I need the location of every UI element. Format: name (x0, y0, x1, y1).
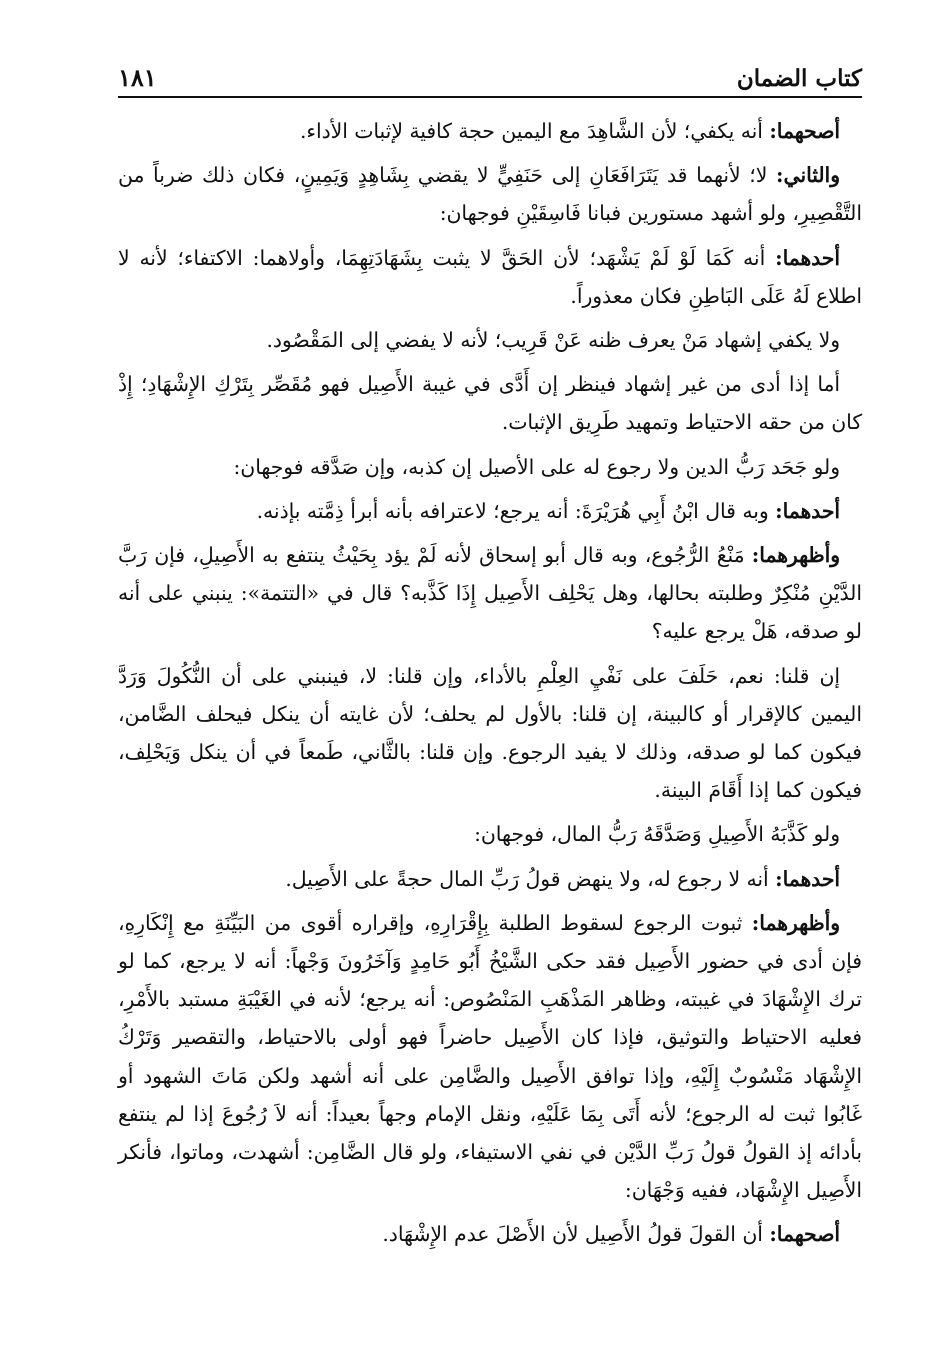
paragraph (118, 321, 862, 359)
paragraph-text: أن القولَ قولُ الأَصِيل لأن الأَصْلَ عدم الإِشْهَاد. (382, 1222, 770, 1247)
paragraph-lead: والثاني: (776, 163, 840, 188)
running-header (118, 54, 862, 98)
paragraph (118, 239, 862, 315)
paragraph-lead: أحدهما: (775, 245, 840, 270)
book-title: كتاب الضمان (736, 65, 862, 92)
paragraph (118, 536, 862, 651)
paragraph-lead: أصحهما: (769, 119, 840, 143)
paragraph-lead: أصحهما: (769, 1222, 840, 1247)
paragraph (118, 112, 862, 150)
paragraph-text: لا؛ لأنهما قد يَتَرَافَعَانِ إلى حَنَفِيٍّ لا يقضي بِشَاهِدٍ وَيَمِينٍ، فكان ذلك ضرباً من التَّقْصِيرِ، ولو أشهد مستورين فبانا فَاسِقَيْنِ فوجهان: (118, 163, 862, 226)
paragraph (118, 657, 862, 810)
paragraph-lead: أحدهما: (775, 498, 840, 523)
paragraph-text: ولا يكفي إشهاد مَنْ يعرف ظنه عَنْ قَرِيب؛ لأنه لا يفضي إلى المَقْصُود. (266, 328, 840, 353)
paragraph (118, 860, 862, 898)
paragraph-text: أما إذا أدى من غير إشهاد فينظر إن أَدَّى في غيبة الأَصِيل فهو مُقَصِّر بِتَرْكِ الإِشْهَادِ؛ إِذْ كان من حقه الاحتياط وتمهيد طَرِيق الإثبات. (118, 372, 862, 435)
paragraph (118, 904, 862, 1210)
paragraph-text: أنه لا رجوع له، ولا ينهض قولُ رَبِّ المال حجةً على الأَصِيل. (285, 866, 776, 891)
paragraph-lead: وأظهرهما: (751, 910, 840, 935)
paragraph-lead: أحدهما: (775, 866, 840, 891)
paragraph (118, 815, 862, 853)
body-text (118, 112, 862, 1260)
paragraph (118, 448, 862, 486)
paragraph (118, 492, 862, 530)
paragraph-text: ولو جَحَد رَبُّ الدين ولا رجوع له على الأصيل إن كذبه، وإن صَدَّقه فوجهان: (233, 454, 840, 479)
paragraph-text: وبه قال ابْنُ أَبِي هُرَيْرَةَ: أنه يرجع؛ لاعترافه بأنه أبرأ ذِمَّته بإذنه. (256, 498, 776, 523)
paragraph (118, 365, 862, 441)
paragraph-text: أنه كَمَا لَوْ لَمْ يَشْهَد؛ لأن الحَقَّ لا يثبت بِشَهَادَتِهِمَا، وأولاهما: الاكتفاء؛ لأنه لا اطلاع لَهُ عَلَى البَاطِنِ فكان معذوراً. (118, 245, 862, 308)
paragraph-text: مَنْعُ الرُّجُوع، وبه قال أبو إسحاق لأنه لَمْ يؤد بِحَيْثُ ينتفع به الأَصِيلِ، فإن رَبَّ الدَّيْنِ مُنْكِرٌ وطلبته بحالها، وهل يَحْلِف الأَصِيل إِذَا كَذَّبه؟ قال في «التتمة»: ينبني على أنه لو صدقه، هَلْ يرجع عليه؟ (118, 543, 862, 644)
paragraph-text: أنه يكفي؛ لأن الشَّاهِدَ مع اليمين حجة كافية لإثبات الأداء. (299, 119, 770, 143)
paragraph-text: ولو كَذَّبَهُ الأَصِيلِ وَصَدَّقَهُ رَبُّ المال، فوجهان: (474, 822, 840, 847)
paragraph (118, 156, 862, 232)
paragraph-text: ثبوت الرجوع لسقوط الطلبة بِإِقْرَارِهِ، وإقراره أقوى من البَيِّنَةِ مع إِنْكَارِهِ، فإن أدى في حضور الأَصِيل فقد حكى الشَّيْخُ أَبُو حَامِدٍ وَآخَرُونَ وَجْهاً: أنه لا يرجع، كما لو ترك الإِشْهَادَ في غيبته، وظاهر المَذْهَبِ المَنْصُوص: أنه يرجع؛ لأنه في الغَيْبَةِ مستبد بالأَمْرِ، فعليه الاحتياط والتوثيق، فإذا كان الأَصِيل حاضراً فهو أولى بالاحتياط، والتقصير وَتَرْكُ الإِشْهَاد مَنْسُوبٌ إِلَيْهِ، وإذا توافق الأَصِيل والضَّامِن على أنه أشهد ولكن مَاتَ الشهود أو غَابُوا ثبت له الرجوع؛ لأنه أَتَى بِمَا عَلَيْهِ، ونقل الإمام وجهاً بعيداً: أنه لاَ رُجُوعَ إذا لم ينتفع بأدائه إذ القولُ قولُ رَبِّ الدَّيْن في نفي الاستيفاء، ولو قال الضَّامِن: أشهدت، وماتوا، فأنكر الأَصِيل الإِشْهَاد، ففيه وَجْهَان: (118, 910, 862, 1203)
paragraph-text: إن قلنا: نعم، حَلَفَ على نَفْيِ العِلْمِ بالأداء، وإن قلنا: لا، فينبني على أن النُّكُولَ وَرَدَّ اليمين كالإقرار أو كالبينة، إن قلنا: بالأول لم يحلف؛ لأن غايته أن ينكل فيحلف الضَّامن، فيكون كما لو صدقه، وذلك لا يفيد الرجوع. وإن قلنا: بالثَّاني، طَمعاً في أن ينكل وَيَحْلِف، فيكون كما إذا أَقَامَ البينة. (118, 663, 862, 803)
page-number: ١٨١ (118, 63, 157, 92)
paragraph-lead: وأظهرهما: (751, 543, 840, 568)
paragraph (118, 1215, 862, 1253)
